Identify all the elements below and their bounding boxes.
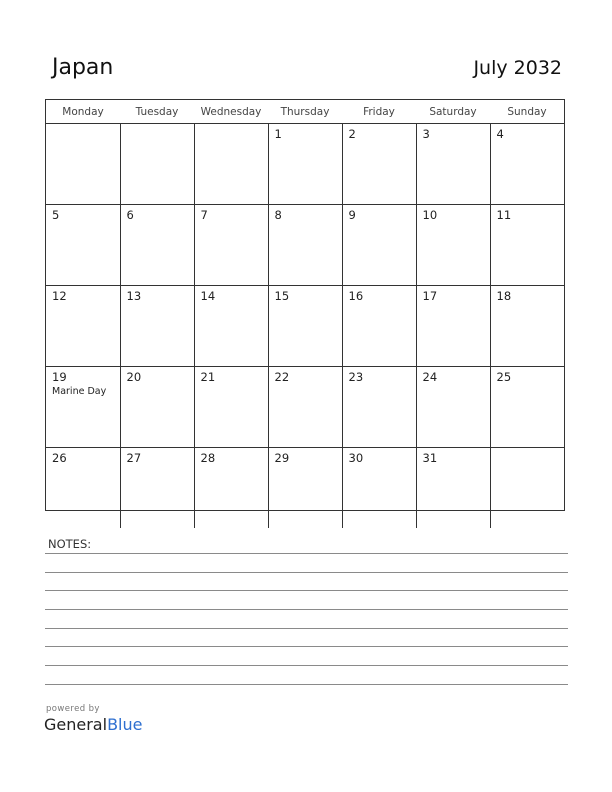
day-number: 25 — [496, 370, 512, 384]
day-cell — [46, 205, 120, 286]
day-cell — [342, 124, 416, 205]
day-cell — [416, 205, 490, 286]
day-cell — [268, 448, 342, 529]
day-cell — [46, 448, 120, 529]
day-number: 20 — [126, 370, 142, 384]
day-cell — [416, 124, 490, 205]
day-cell — [342, 448, 416, 529]
note-line — [45, 646, 568, 647]
calendar-body — [46, 124, 564, 529]
day-number: 11 — [496, 208, 512, 222]
notes-label: NOTES: — [48, 537, 92, 551]
day-number: 8 — [274, 208, 282, 222]
day-number: 15 — [274, 289, 290, 303]
day-cell — [268, 124, 342, 205]
day-cell — [342, 286, 416, 367]
day-cell — [194, 448, 268, 529]
day-cell — [46, 124, 120, 205]
day-cell — [490, 448, 564, 529]
week-row — [46, 205, 564, 286]
weekday-header-row — [46, 100, 564, 124]
day-number: 26 — [52, 451, 67, 465]
day-cell — [490, 124, 564, 205]
day-number: 27 — [126, 451, 142, 465]
weekday-header: Sunday — [490, 100, 564, 124]
day-cell — [416, 367, 490, 448]
note-line — [45, 609, 568, 610]
day-number: 28 — [200, 451, 216, 465]
day-number: 6 — [126, 208, 134, 222]
day-number: 23 — [348, 370, 364, 384]
country-title: Japan — [52, 55, 114, 80]
week-row — [46, 286, 564, 367]
day-cell — [268, 367, 342, 448]
day-number: 19 — [52, 370, 67, 384]
holiday-label: Marine Day — [52, 386, 107, 397]
day-cell — [120, 286, 194, 367]
day-number: 29 — [274, 451, 290, 465]
week-row — [46, 448, 564, 529]
day-cell — [342, 367, 416, 448]
day-cell — [46, 367, 120, 448]
day-number: 1 — [274, 127, 282, 141]
day-cell — [46, 286, 120, 367]
day-number: 31 — [422, 451, 438, 465]
day-cell — [194, 124, 268, 205]
day-cell — [120, 205, 194, 286]
day-cell — [490, 205, 564, 286]
note-line — [45, 590, 568, 591]
day-cell — [268, 286, 342, 367]
weekday-header: Tuesday — [120, 100, 194, 124]
day-number: 13 — [126, 289, 142, 303]
day-cell — [268, 205, 342, 286]
day-number: 7 — [200, 208, 208, 222]
brand-general-text: General — [44, 715, 108, 734]
day-cell — [120, 448, 194, 529]
day-cell — [120, 124, 194, 205]
note-line — [45, 553, 568, 554]
week-row — [46, 124, 564, 205]
day-number: 21 — [200, 370, 216, 384]
day-number: 2 — [348, 127, 356, 141]
brand-name — [44, 715, 142, 734]
day-number: 12 — [52, 289, 67, 303]
day-number: 10 — [422, 208, 438, 222]
day-cell — [194, 286, 268, 367]
day-cell — [194, 367, 268, 448]
powered-by-text: powered by — [46, 704, 100, 714]
brand-logo — [44, 704, 142, 734]
note-line — [45, 628, 568, 629]
day-number: 30 — [348, 451, 364, 465]
day-number: 16 — [348, 289, 364, 303]
note-line — [45, 684, 568, 685]
day-number: 18 — [496, 289, 512, 303]
weekday-header: Saturday — [416, 100, 490, 124]
day-number: 14 — [200, 289, 216, 303]
note-line — [45, 572, 568, 573]
weekday-header: Wednesday — [194, 100, 268, 124]
day-number: 9 — [348, 208, 356, 222]
day-number: 4 — [496, 127, 504, 141]
month-year-title: July 2032 — [473, 57, 562, 79]
brand-blue-text: Blue — [107, 715, 143, 734]
day-number: 22 — [274, 370, 290, 384]
note-line — [45, 665, 568, 666]
day-cell — [120, 367, 194, 448]
day-cell — [416, 448, 490, 529]
calendar-grid — [45, 99, 565, 511]
day-cell — [194, 205, 268, 286]
day-number: 17 — [422, 289, 438, 303]
week-row — [46, 367, 564, 448]
weekday-header: Thursday — [268, 100, 342, 124]
day-number: 5 — [52, 208, 60, 222]
day-number: 3 — [422, 127, 430, 141]
day-cell — [490, 367, 564, 448]
day-cell — [490, 286, 564, 367]
weekday-header: Monday — [46, 100, 120, 124]
weekday-header: Friday — [342, 100, 416, 124]
day-cell — [342, 205, 416, 286]
day-number: 24 — [422, 370, 438, 384]
day-cell — [416, 286, 490, 367]
